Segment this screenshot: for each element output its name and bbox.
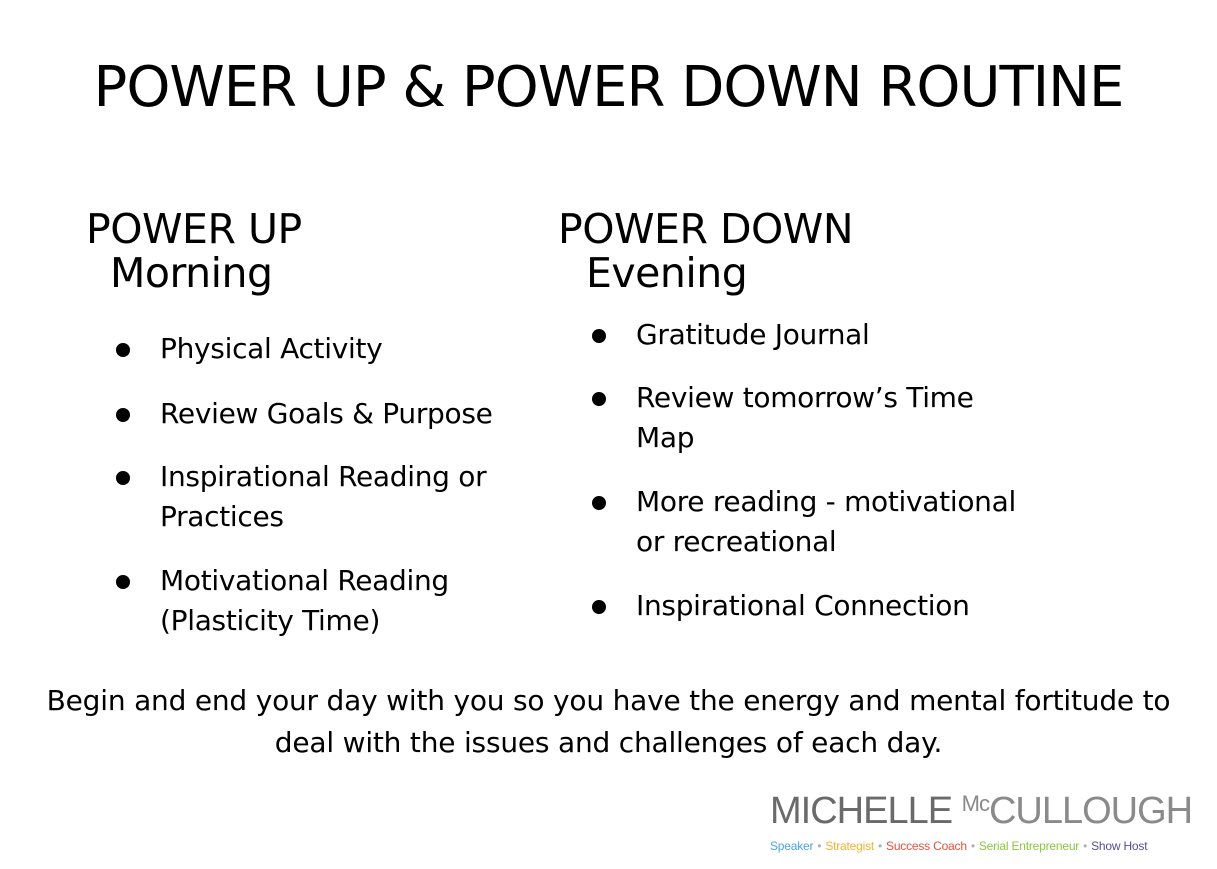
list-item: More reading - motivational or recreational [592, 482, 1078, 562]
bullet-icon [116, 343, 130, 357]
list-item: Review Goals & Purpose [116, 394, 526, 434]
bullet-icon [592, 329, 606, 343]
bullet-icon [592, 392, 606, 406]
tagline-item: Speaker [770, 839, 814, 853]
tagline-item: Serial Entrepreneur [978, 839, 1080, 853]
power-up-list [116, 329, 526, 641]
bullet-icon [116, 575, 130, 589]
page-title: POWER UP & POWER DOWN ROUTINE [93, 55, 1124, 120]
bullet-icon [592, 600, 606, 614]
power-down-heading: POWER DOWN [558, 205, 854, 253]
footer-message [10, 680, 1207, 764]
tagline-item: Success Coach [886, 839, 967, 853]
power-up-subheading: Morning [110, 249, 273, 297]
power-up-heading: POWER UP [86, 205, 302, 253]
bullet-icon [116, 471, 130, 485]
list-item: Inspirational Connection [592, 586, 1078, 626]
power-down-column [558, 207, 1078, 626]
power-up-column [86, 207, 526, 641]
list-item: Review tomorrow’s Time Map [592, 378, 1078, 458]
tagline-separator: • [878, 839, 883, 853]
brand-name-last: $^{Mc}$CULLOUGH [961, 790, 1193, 832]
bullet-icon [592, 496, 606, 510]
tagline-separator: • [970, 839, 975, 853]
tagline-separator: • [1083, 839, 1088, 853]
power-down-list [592, 315, 1078, 626]
brand-name: MICHELLE $^{Mc}$CULLOUGH [770, 790, 1193, 832]
list-item: Gratitude Journal [592, 315, 1078, 355]
footer-line-1: Begin and end your day with you so you have the energy and mental fortitude to [46, 684, 1171, 717]
power-down-subheading: Evening [586, 249, 748, 297]
tagline-item: Show Host [1091, 839, 1148, 853]
brand-tagline [770, 839, 1210, 853]
list-item: Physical Activity [116, 329, 526, 369]
bullet-icon [116, 408, 130, 422]
tagline-separator: • [817, 839, 822, 853]
footer-line-2: deal with the issues and challenges of each day. [274, 726, 943, 759]
tagline-item: Strategist [825, 839, 875, 853]
brand-logo [770, 782, 1210, 853]
list-item: Motivational Reading (Plasticity Time) [116, 561, 526, 641]
list-item: Inspirational Reading or Practices [116, 457, 526, 537]
